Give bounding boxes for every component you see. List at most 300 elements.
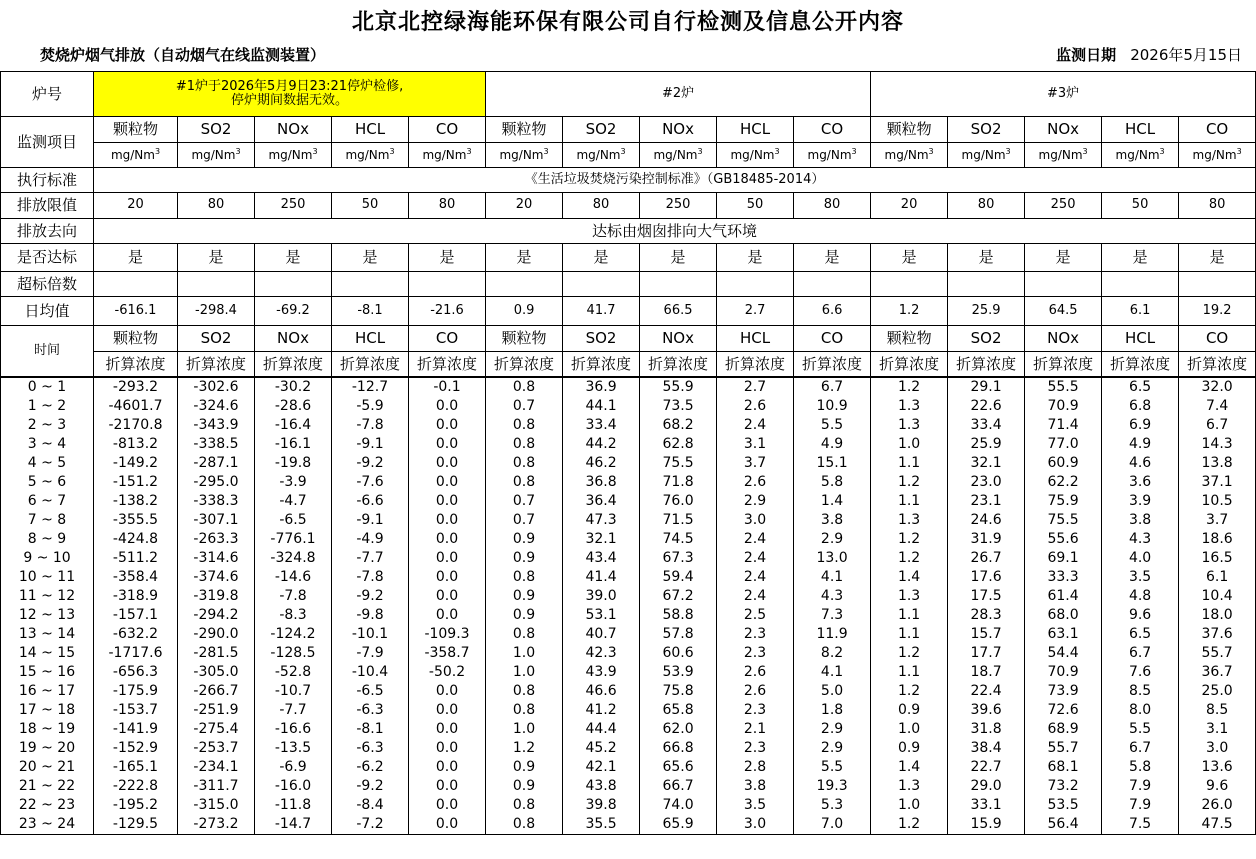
limit-value: 20 (871, 193, 948, 219)
value-cell: -30.2 (255, 377, 332, 397)
value-cell: 2.4 (717, 530, 794, 549)
value-cell: 71.5 (640, 511, 717, 530)
table-row (1, 739, 1256, 758)
daily-avg-value: -298.4 (178, 297, 255, 326)
value-cell: 3.5 (717, 796, 794, 815)
value-cell: 53.9 (640, 663, 717, 682)
value-cell: 2.6 (717, 682, 794, 701)
value-cell: 74.5 (640, 530, 717, 549)
value-cell: 38.4 (948, 739, 1025, 758)
value-cell: 44.2 (563, 435, 640, 454)
value-cell: 66.7 (640, 777, 717, 796)
value-cell: 8.0 (1102, 701, 1179, 720)
value-cell: -149.2 (94, 454, 178, 473)
time-cell: 2 ~ 3 (1, 416, 94, 435)
time-cell: 21 ~ 22 (1, 777, 94, 796)
value-cell: -9.2 (332, 587, 409, 606)
value-cell: -813.2 (94, 435, 178, 454)
calc-header: 折算浓度 (871, 352, 948, 378)
value-cell: 43.4 (563, 549, 640, 568)
value-cell: 3.7 (717, 454, 794, 473)
value-cell: 75.9 (1025, 492, 1102, 511)
time-cell: 10 ~ 11 (1, 568, 94, 587)
value-cell: 39.0 (563, 587, 640, 606)
value-cell: 0.9 (871, 739, 948, 758)
limit-value: 80 (948, 193, 1025, 219)
value-cell: -2170.8 (94, 416, 178, 435)
value-cell: 1.2 (871, 644, 948, 663)
value-cell: -315.0 (178, 796, 255, 815)
table-row (1, 815, 1256, 835)
time-cell: 6 ~ 7 (1, 492, 94, 511)
unit-superscript: 3 (543, 146, 549, 156)
value-cell: 2.5 (717, 606, 794, 625)
value-cell: 0.0 (409, 530, 486, 549)
calc-header: 折算浓度 (178, 352, 255, 378)
limit-value: 80 (563, 193, 640, 219)
value-cell: 53.5 (1025, 796, 1102, 815)
pollutant-header: CO (794, 117, 871, 143)
value-cell: 68.2 (640, 416, 717, 435)
category-header: NOx (640, 326, 717, 352)
compliant-value: 是 (640, 244, 717, 272)
value-cell: -9.2 (332, 454, 409, 473)
value-cell: 2.4 (717, 587, 794, 606)
value-cell: -311.7 (178, 777, 255, 796)
value-cell: 46.6 (563, 682, 640, 701)
value-cell: -1717.6 (94, 644, 178, 663)
value-cell: 2.3 (717, 644, 794, 663)
value-cell: -28.6 (255, 397, 332, 416)
unit-superscript: 3 (774, 146, 780, 156)
value-cell: 1.1 (871, 625, 948, 644)
value-cell: -338.5 (178, 435, 255, 454)
value-cell: 8.5 (1179, 701, 1256, 720)
table-row (1, 397, 1256, 416)
value-cell: -234.1 (178, 758, 255, 777)
value-cell: -374.6 (178, 568, 255, 587)
value-cell: -656.3 (94, 663, 178, 682)
value-cell: 1.1 (871, 663, 948, 682)
furnace-1-header (94, 72, 486, 117)
value-cell: 18.6 (1179, 530, 1256, 549)
limit-value: 250 (640, 193, 717, 219)
table-row (1, 644, 1256, 663)
value-cell: -9.8 (332, 606, 409, 625)
value-cell: 5.3 (794, 796, 871, 815)
report-subtitle: 焚烧炉烟气排放（自动烟气在线监测装置） (40, 46, 326, 64)
value-cell: 26.7 (948, 549, 1025, 568)
unit-text: mg/Nm (422, 147, 467, 162)
value-cell: 65.9 (640, 815, 717, 835)
value-cell: 15.1 (794, 454, 871, 473)
compliant-value: 是 (94, 244, 178, 272)
value-cell: 25.9 (948, 435, 1025, 454)
value-cell: 17.7 (948, 644, 1025, 663)
value-cell: 0.0 (409, 454, 486, 473)
exceed-value (409, 272, 486, 297)
daily-avg-value: 6.6 (794, 297, 871, 326)
value-cell: 33.4 (563, 416, 640, 435)
category-header: HCL (717, 326, 794, 352)
value-cell: 72.6 (1025, 701, 1102, 720)
time-label: 时间 (1, 326, 94, 378)
value-cell: -281.5 (178, 644, 255, 663)
pollutant-header: HCL (717, 117, 794, 143)
value-cell: -128.5 (255, 644, 332, 663)
value-cell: 23.1 (948, 492, 1025, 511)
value-cell: 0.8 (486, 815, 563, 835)
value-cell: 3.8 (794, 511, 871, 530)
exceed-value (486, 272, 563, 297)
value-cell: 70.9 (1025, 397, 1102, 416)
value-cell: 22.6 (948, 397, 1025, 416)
value-cell: 0.0 (409, 777, 486, 796)
unit-superscript: 3 (154, 146, 161, 156)
value-cell: 67.3 (640, 549, 717, 568)
value-cell: 19.3 (794, 777, 871, 796)
value-cell: 3.8 (717, 777, 794, 796)
value-cell: -6.2 (332, 758, 409, 777)
value-cell: 0.0 (409, 416, 486, 435)
value-cell: 69.1 (1025, 549, 1102, 568)
value-cell: -290.0 (178, 625, 255, 644)
table-row (1, 511, 1256, 530)
daily-avg-value: -69.2 (255, 297, 332, 326)
value-cell: 0.0 (409, 682, 486, 701)
compliant-value: 是 (871, 244, 948, 272)
value-cell: 58.8 (640, 606, 717, 625)
pollutant-header: HCL (332, 117, 409, 143)
time-cell: 1 ~ 2 (1, 397, 94, 416)
value-cell: 36.7 (1179, 663, 1256, 682)
value-cell: 1.2 (871, 530, 948, 549)
value-cell: 0.0 (409, 606, 486, 625)
pollutant-header: 颗粒物 (486, 117, 563, 143)
time-cell: 19 ~ 20 (1, 739, 94, 758)
time-cell: 12 ~ 13 (1, 606, 94, 625)
value-cell: -16.1 (255, 435, 332, 454)
value-cell: 44.4 (563, 720, 640, 739)
limit-value: 20 (94, 193, 178, 219)
value-cell: -319.8 (178, 587, 255, 606)
time-cell: 8 ~ 9 (1, 530, 94, 549)
value-cell: 4.3 (794, 587, 871, 606)
unit-cell (255, 143, 332, 168)
value-cell: -6.9 (255, 758, 332, 777)
value-cell: 2.7 (717, 377, 794, 397)
value-cell: 17.5 (948, 587, 1025, 606)
value-cell: 14.3 (1179, 435, 1256, 454)
value-cell: -14.6 (255, 568, 332, 587)
value-cell: 16.5 (1179, 549, 1256, 568)
category-header: CO (794, 326, 871, 352)
value-cell: 37.1 (1179, 473, 1256, 492)
value-cell: -222.8 (94, 777, 178, 796)
category-header: NOx (255, 326, 332, 352)
value-cell: 2.1 (717, 720, 794, 739)
value-cell: 8.5 (1102, 682, 1179, 701)
exceed-value (717, 272, 794, 297)
value-cell: -129.5 (94, 815, 178, 835)
unit-text: mg/Nm (1115, 147, 1160, 162)
value-cell: 1.2 (871, 549, 948, 568)
calc-header: 折算浓度 (486, 352, 563, 378)
time-cell: 13 ~ 14 (1, 625, 94, 644)
value-cell: 0.0 (409, 701, 486, 720)
value-cell: -302.6 (178, 377, 255, 397)
value-cell: 1.2 (871, 682, 948, 701)
exceed-value (1179, 272, 1256, 297)
daily-avg-value: 64.5 (1025, 297, 1102, 326)
value-cell: 13.8 (1179, 454, 1256, 473)
exceed-value (640, 272, 717, 297)
value-cell: 0.0 (409, 397, 486, 416)
value-cell: 1.3 (871, 587, 948, 606)
date-label: 监测日期 (1056, 46, 1117, 64)
time-cell: 18 ~ 19 (1, 720, 94, 739)
value-cell: -776.1 (255, 530, 332, 549)
value-cell: 59.4 (640, 568, 717, 587)
value-cell: -141.9 (94, 720, 178, 739)
value-cell: 0.0 (409, 815, 486, 835)
value-cell: 6.9 (1102, 416, 1179, 435)
value-cell: -295.0 (178, 473, 255, 492)
value-cell: 7.9 (1102, 796, 1179, 815)
value-cell: -266.7 (178, 682, 255, 701)
calc-header: 折算浓度 (255, 352, 332, 378)
value-cell: 66.8 (640, 739, 717, 758)
compliant-value: 是 (717, 244, 794, 272)
value-cell: 0.8 (486, 473, 563, 492)
value-cell: 0.0 (409, 492, 486, 511)
value-cell: 1.0 (486, 644, 563, 663)
pollutant-header: CO (1179, 117, 1256, 143)
value-cell: -8.3 (255, 606, 332, 625)
value-cell: 7.9 (1102, 777, 1179, 796)
value-cell: 10.9 (794, 397, 871, 416)
value-cell: 3.6 (1102, 473, 1179, 492)
value-cell: 0.0 (409, 568, 486, 587)
value-cell: 53.1 (563, 606, 640, 625)
value-cell: 4.3 (1102, 530, 1179, 549)
value-cell: 65.8 (640, 701, 717, 720)
value-cell: 4.0 (1102, 549, 1179, 568)
value-cell: 10.5 (1179, 492, 1256, 511)
value-cell: 0.9 (486, 549, 563, 568)
unit-superscript: 3 (1005, 146, 1011, 156)
daily-avg-value: 6.1 (1102, 297, 1179, 326)
value-cell: 2.9 (794, 739, 871, 758)
page-title: 北京北控绿海能环保有限公司自行检测及信息公开内容 (351, 10, 904, 35)
compliant-value: 是 (563, 244, 640, 272)
value-cell: 2.8 (717, 758, 794, 777)
value-cell: 2.3 (717, 701, 794, 720)
value-cell: 3.1 (1179, 720, 1256, 739)
unit-superscript: 3 (697, 146, 703, 156)
value-cell: -287.1 (178, 454, 255, 473)
unit-text: mg/Nm (576, 147, 621, 162)
unit-text: mg/Nm (110, 147, 155, 162)
table-row (1, 454, 1256, 473)
value-cell: -152.9 (94, 739, 178, 758)
value-cell: 41.2 (563, 701, 640, 720)
value-cell: 62.8 (640, 435, 717, 454)
value-cell: 63.1 (1025, 625, 1102, 644)
value-cell: 36.8 (563, 473, 640, 492)
value-cell: 2.6 (717, 473, 794, 492)
value-cell: 4.1 (794, 663, 871, 682)
value-cell: 1.0 (871, 435, 948, 454)
value-cell: 4.9 (1102, 435, 1179, 454)
value-cell: 3.5 (1102, 568, 1179, 587)
value-cell: 2.4 (717, 549, 794, 568)
value-cell: 3.9 (1102, 492, 1179, 511)
pollutant-header: CO (409, 117, 486, 143)
value-cell: -7.9 (332, 644, 409, 663)
value-cell: 68.0 (1025, 606, 1102, 625)
value-cell: -8.4 (332, 796, 409, 815)
value-cell: 31.8 (948, 720, 1025, 739)
unit-cell (1179, 143, 1256, 168)
value-cell: 1.1 (871, 492, 948, 511)
value-cell: 0.0 (409, 720, 486, 739)
value-cell: 1.3 (871, 397, 948, 416)
value-cell: 7.4 (1179, 397, 1256, 416)
compliant-value: 是 (794, 244, 871, 272)
value-cell: 4.9 (794, 435, 871, 454)
daily-avg-value: 1.2 (871, 297, 948, 326)
value-cell: 0.9 (486, 530, 563, 549)
value-cell: 3.8 (1102, 511, 1179, 530)
value-cell: -511.2 (94, 549, 178, 568)
value-cell: 0.8 (486, 435, 563, 454)
daily-avg-value: 41.7 (563, 297, 640, 326)
value-cell: 0.0 (409, 587, 486, 606)
compliant-value: 是 (1025, 244, 1102, 272)
compliant-value: 是 (1179, 244, 1256, 272)
value-cell: 0.8 (486, 701, 563, 720)
value-cell: -318.9 (94, 587, 178, 606)
value-cell: 54.4 (1025, 644, 1102, 663)
compliant-value: 是 (255, 244, 332, 272)
daily-avg-value: 2.7 (717, 297, 794, 326)
value-cell: 6.7 (1102, 644, 1179, 663)
value-cell: -4601.7 (94, 397, 178, 416)
value-cell: -10.7 (255, 682, 332, 701)
value-cell: 7.0 (794, 815, 871, 835)
value-cell: -7.8 (332, 568, 409, 587)
category-header: 颗粒物 (486, 326, 563, 352)
value-cell: 33.1 (948, 796, 1025, 815)
value-cell: 62.2 (1025, 473, 1102, 492)
value-cell: -343.9 (178, 416, 255, 435)
calc-header: 折算浓度 (717, 352, 794, 378)
value-cell: 33.4 (948, 416, 1025, 435)
value-cell: 40.7 (563, 625, 640, 644)
daily-avg-label: 日均值 (1, 297, 94, 326)
category-header: NOx (1025, 326, 1102, 352)
value-cell: -9.2 (332, 777, 409, 796)
value-cell: 23.0 (948, 473, 1025, 492)
exceed-value (332, 272, 409, 297)
value-cell: 2.3 (717, 739, 794, 758)
value-cell: -632.2 (94, 625, 178, 644)
limit-value: 80 (178, 193, 255, 219)
unit-text: mg/Nm (730, 147, 775, 162)
value-cell: 6.7 (794, 377, 871, 397)
compliant-value: 是 (948, 244, 1025, 272)
limit-value: 80 (409, 193, 486, 219)
value-cell: 60.9 (1025, 454, 1102, 473)
limit-value: 250 (255, 193, 332, 219)
value-cell: 5.5 (1102, 720, 1179, 739)
pollutant-header: NOx (1025, 117, 1102, 143)
calc-header: 折算浓度 (94, 352, 178, 378)
value-cell: 2.9 (794, 530, 871, 549)
value-cell: 2.4 (717, 568, 794, 587)
value-cell: 7.5 (1102, 815, 1179, 835)
value-cell: 0.8 (486, 454, 563, 473)
table-row (1, 682, 1256, 701)
emission-table (0, 71, 1256, 835)
value-cell: 1.2 (871, 473, 948, 492)
value-cell: 0.9 (486, 777, 563, 796)
time-cell: 5 ~ 6 (1, 473, 94, 492)
value-cell: 76.0 (640, 492, 717, 511)
time-cell: 4 ~ 5 (1, 454, 94, 473)
unit-cell (486, 143, 563, 168)
value-cell: -14.7 (255, 815, 332, 835)
value-cell: 5.8 (1102, 758, 1179, 777)
value-cell: 47.3 (563, 511, 640, 530)
table-row (1, 568, 1256, 587)
value-cell: -10.4 (332, 663, 409, 682)
value-cell: 36.4 (563, 492, 640, 511)
value-cell: 42.3 (563, 644, 640, 663)
value-cell: -293.2 (94, 377, 178, 397)
value-cell: -124.2 (255, 625, 332, 644)
value-cell: 13.6 (1179, 758, 1256, 777)
daily-avg-value: 19.2 (1179, 297, 1256, 326)
unit-superscript: 3 (928, 146, 934, 156)
table-row (1, 606, 1256, 625)
value-cell: 6.8 (1102, 397, 1179, 416)
value-cell: 55.5 (1025, 377, 1102, 397)
value-cell: -251.9 (178, 701, 255, 720)
value-cell: 1.4 (794, 492, 871, 511)
value-cell: -50.2 (409, 663, 486, 682)
value-cell: 4.6 (1102, 454, 1179, 473)
value-cell: 65.6 (640, 758, 717, 777)
value-cell: 42.1 (563, 758, 640, 777)
value-cell: 60.6 (640, 644, 717, 663)
value-cell: -0.1 (409, 377, 486, 397)
furnace-1-notice-line2: 停炉期间数据无效。 (231, 93, 349, 108)
unit-cell (948, 143, 1025, 168)
value-cell: 46.2 (563, 454, 640, 473)
category-header: CO (409, 326, 486, 352)
pollutant-header: SO2 (563, 117, 640, 143)
pollutant-header: 颗粒物 (871, 117, 948, 143)
daily-avg-value: -616.1 (94, 297, 178, 326)
value-cell: 0.8 (486, 682, 563, 701)
furnace-2-header: #2炉 (486, 72, 871, 117)
value-cell: 3.7 (1179, 511, 1256, 530)
calc-header: 折算浓度 (1102, 352, 1179, 378)
compliant-value: 是 (332, 244, 409, 272)
value-cell: 75.5 (640, 454, 717, 473)
